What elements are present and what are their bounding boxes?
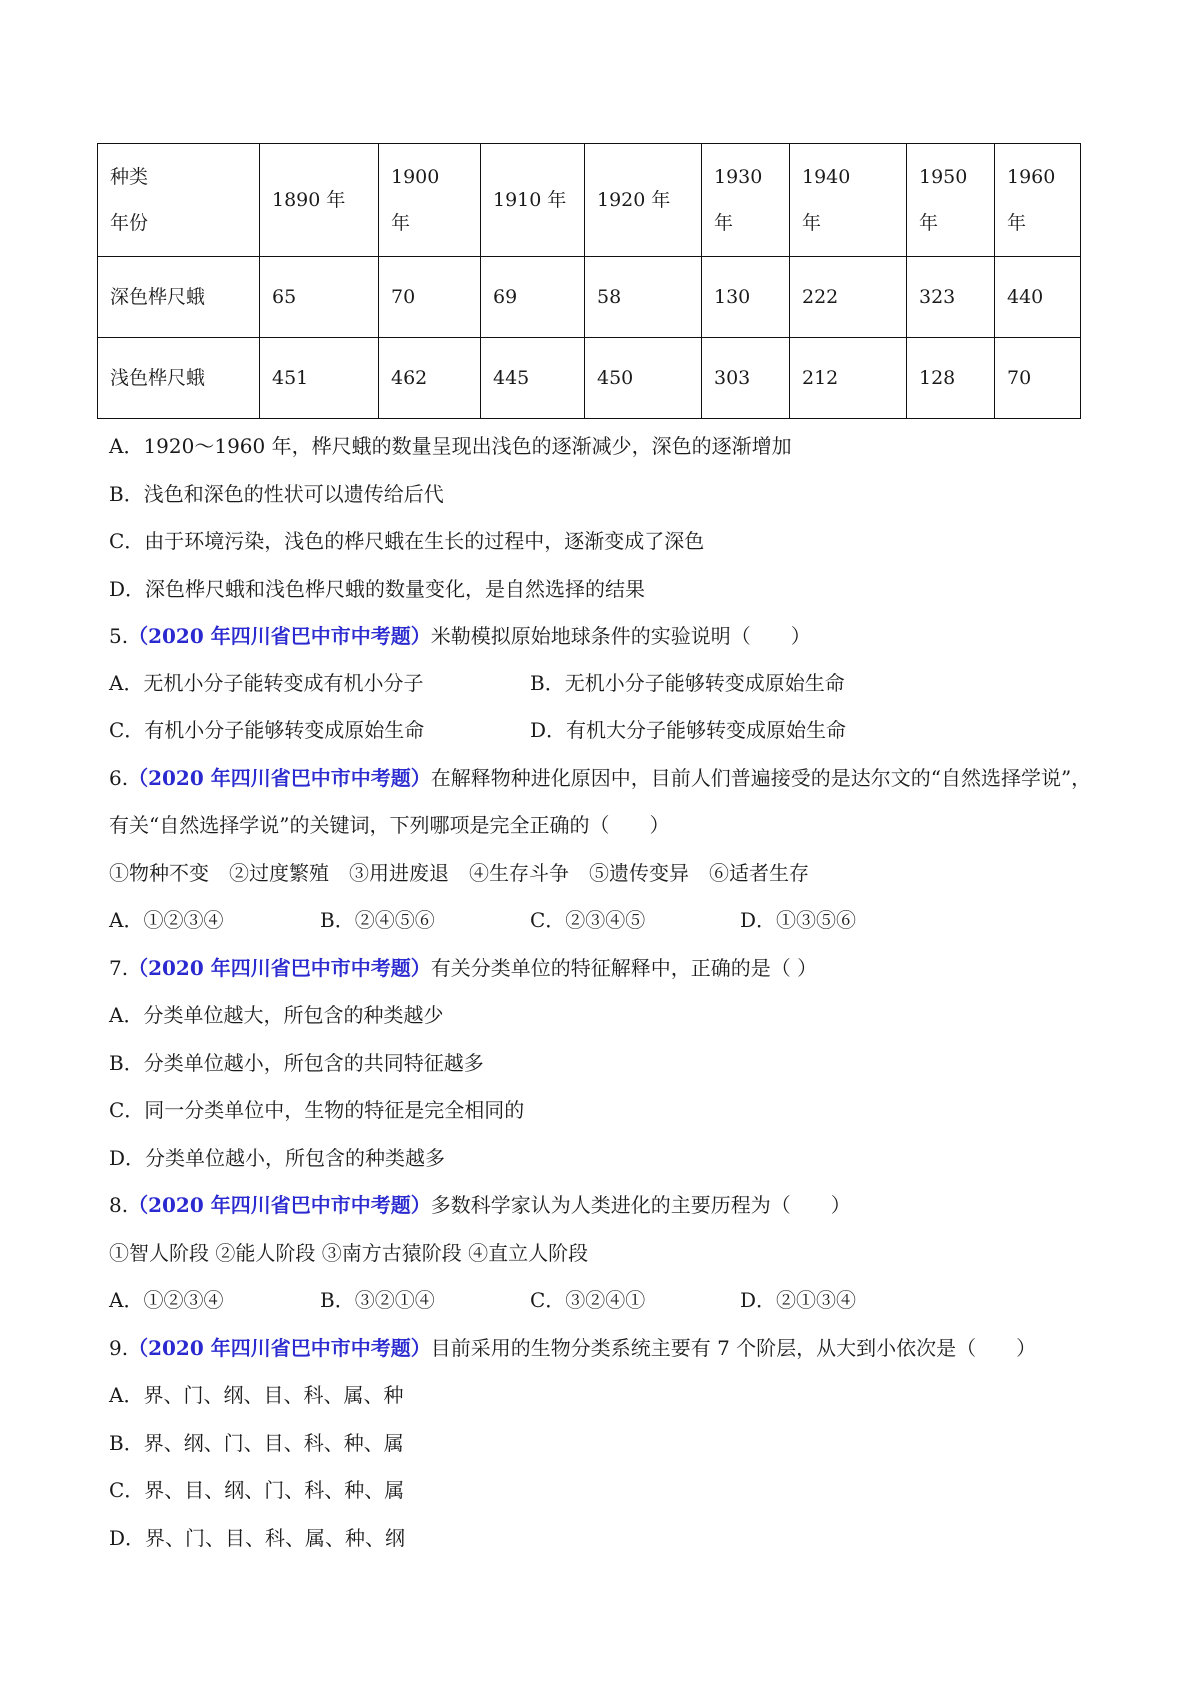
- table-cell: 440: [995, 257, 1081, 338]
- q9-option-a: A．界、门、纲、目、科、属、种: [109, 1383, 404, 1407]
- q7-option-b: B．分类单位越小，所包含的共同特征越多: [109, 1051, 484, 1075]
- table-cell: 303: [702, 338, 790, 419]
- year-label: 1950 年: [919, 166, 968, 234]
- year-label: 1920 年: [597, 189, 671, 211]
- question-text: 有关分类单位的特征解释中，正确的是（ ）: [430, 956, 818, 980]
- q5-options-row-1: [109, 670, 423, 696]
- q6-option-c: C．②③④⑤: [530, 908, 646, 932]
- year-cell: [907, 144, 995, 257]
- table-cell: 212: [790, 338, 907, 419]
- table-cell: 222: [790, 257, 907, 338]
- year-cell: [260, 144, 379, 257]
- year-unit: 年: [1007, 212, 1027, 234]
- q9-stem: [109, 1335, 1036, 1361]
- q8-option-d: D．②①③④: [740, 1288, 857, 1312]
- q5-stem: [109, 623, 811, 649]
- question-number: 5.: [109, 624, 129, 648]
- question-number: 7.: [109, 956, 129, 980]
- q7-option-a: A．分类单位越大，所包含的种类越少: [109, 1003, 444, 1027]
- q7-option-d: D．分类单位越小，所包含的种类越多: [109, 1146, 446, 1170]
- q9-option-d: D．界、门、目、科、属、种、纲: [109, 1526, 406, 1550]
- table-cell: 451: [260, 338, 379, 419]
- year-label: 1890 年: [272, 189, 346, 211]
- question-text: 米勒模拟原始地球条件的实验说明（ ）: [430, 624, 811, 648]
- year-cell: [995, 144, 1081, 257]
- table-cell: 130: [702, 257, 790, 338]
- question-text: 多数科学家认为人类进化的主要历程为（ ）: [430, 1193, 851, 1217]
- table-cell: 462: [379, 338, 481, 419]
- year-cell: [481, 144, 585, 257]
- q6-stem: [109, 765, 1091, 791]
- q8-stem: [109, 1192, 851, 1218]
- q7-option-c: C．同一分类单位中，生物的特征是完全相同的: [109, 1098, 525, 1122]
- year-cell: [702, 144, 790, 257]
- year-unit: 年: [391, 212, 411, 234]
- q8-option-b: B．③②①④: [320, 1288, 435, 1312]
- question-source: （2020 年四川省巴中市中考题）: [128, 624, 431, 648]
- q5-option-d: D．有机大分子能够转变成原始生命: [530, 718, 847, 742]
- question-text: 目前采用的生物分类系统主要有 7 个阶层，从大到小依次是（ ）: [430, 1336, 1037, 1360]
- row-name: 深色桦尺蛾: [98, 257, 260, 338]
- table-cell: 58: [585, 257, 702, 338]
- question-number: 6.: [109, 766, 129, 790]
- table-header-row: [98, 144, 1081, 257]
- q8-option-a: A．①②③④: [109, 1288, 224, 1312]
- year-cell: [790, 144, 907, 257]
- q5-option-b: B．无机小分子能够转变成原始生命: [530, 671, 845, 695]
- table-cell: 323: [907, 257, 995, 338]
- table-cell: 70: [379, 257, 481, 338]
- q6-option-a: A．①②③④: [109, 908, 224, 932]
- q5-option-a: A．无机小分子能转变成有机小分子: [109, 671, 424, 695]
- q5-option-c: C．有机小分子能够转变成原始生命: [109, 718, 425, 742]
- table-cell: 445: [481, 338, 585, 419]
- q7-stem: [109, 955, 817, 981]
- q6-option-b: B．②④⑤⑥: [320, 908, 435, 932]
- q9-option-b: B．界、纲、门、目、科、种、属: [109, 1431, 404, 1455]
- question-source: （2020 年四川省巴中市中考题）: [128, 1336, 431, 1360]
- table-cell: 450: [585, 338, 702, 419]
- q6-items: ①物种不变 ②过度繁殖 ③用进废退 ④生存斗争 ⑤遗传变异 ⑥适者生存: [109, 861, 809, 885]
- q6-stem-line2: 有关“自然选择学说”的关键词，下列哪项是完全正确的（ ）: [109, 813, 670, 837]
- year-cell: [379, 144, 481, 257]
- q4-option-a: A．1920～1960 年，桦尺蛾的数量呈现出浅色的逐渐减少，深色的逐渐增加: [109, 434, 792, 458]
- q6-option-d: D．①③⑤⑥: [740, 908, 857, 932]
- table-row-light-moth: [98, 338, 1081, 419]
- year-label: 1940: [802, 166, 851, 188]
- table-cell: 69: [481, 257, 585, 338]
- q8-items: ①智人阶段 ②能人阶段 ③南方古猿阶段 ④直立人阶段: [109, 1241, 589, 1265]
- question-source: （2020 年四川省巴中市中考题）: [128, 956, 431, 980]
- table-corner-cell: [98, 144, 260, 257]
- table-row-dark-moth: [98, 257, 1081, 338]
- question-source: （2020 年四川省巴中市中考题）: [128, 1193, 431, 1217]
- question-source: （2020 年四川省巴中市中考题）: [128, 766, 431, 790]
- table-cell: 65: [260, 257, 379, 338]
- year-cell: [585, 144, 702, 257]
- year-label: 1930 年: [714, 166, 763, 234]
- header-label-species: 种类: [110, 166, 149, 188]
- year-label: 1910 年: [493, 189, 567, 211]
- q8-option-c: C．③②④①: [530, 1288, 646, 1312]
- q4-option-c: C．由于环境污染，浅色的桦尺蛾在生长的过程中，逐渐变成了深色: [109, 529, 705, 553]
- q9-option-c: C．界、目、纲、门、科、种、属: [109, 1478, 405, 1502]
- moth-population-table: [97, 143, 1081, 419]
- q4-option-b: B．浅色和深色的性状可以遗传给后代: [109, 482, 444, 506]
- question-number: 8.: [109, 1193, 129, 1217]
- year-label: 1900: [391, 166, 440, 188]
- q4-option-d: D．深色桦尺蛾和浅色桦尺蛾的数量变化，是自然选择的结果: [109, 577, 646, 601]
- row-name: 浅色桦尺蛾: [98, 338, 260, 419]
- question-text: 在解释物种进化原因中，目前人们普遍接受的是达尔文的“自然选择学说”，: [430, 766, 1092, 790]
- year-label: 1960: [1007, 166, 1056, 188]
- header-label-year: 年份: [110, 212, 149, 234]
- table-cell: 128: [907, 338, 995, 419]
- question-number: 9.: [109, 1336, 129, 1360]
- table-cell: 70: [995, 338, 1081, 419]
- year-unit: 年: [802, 212, 822, 234]
